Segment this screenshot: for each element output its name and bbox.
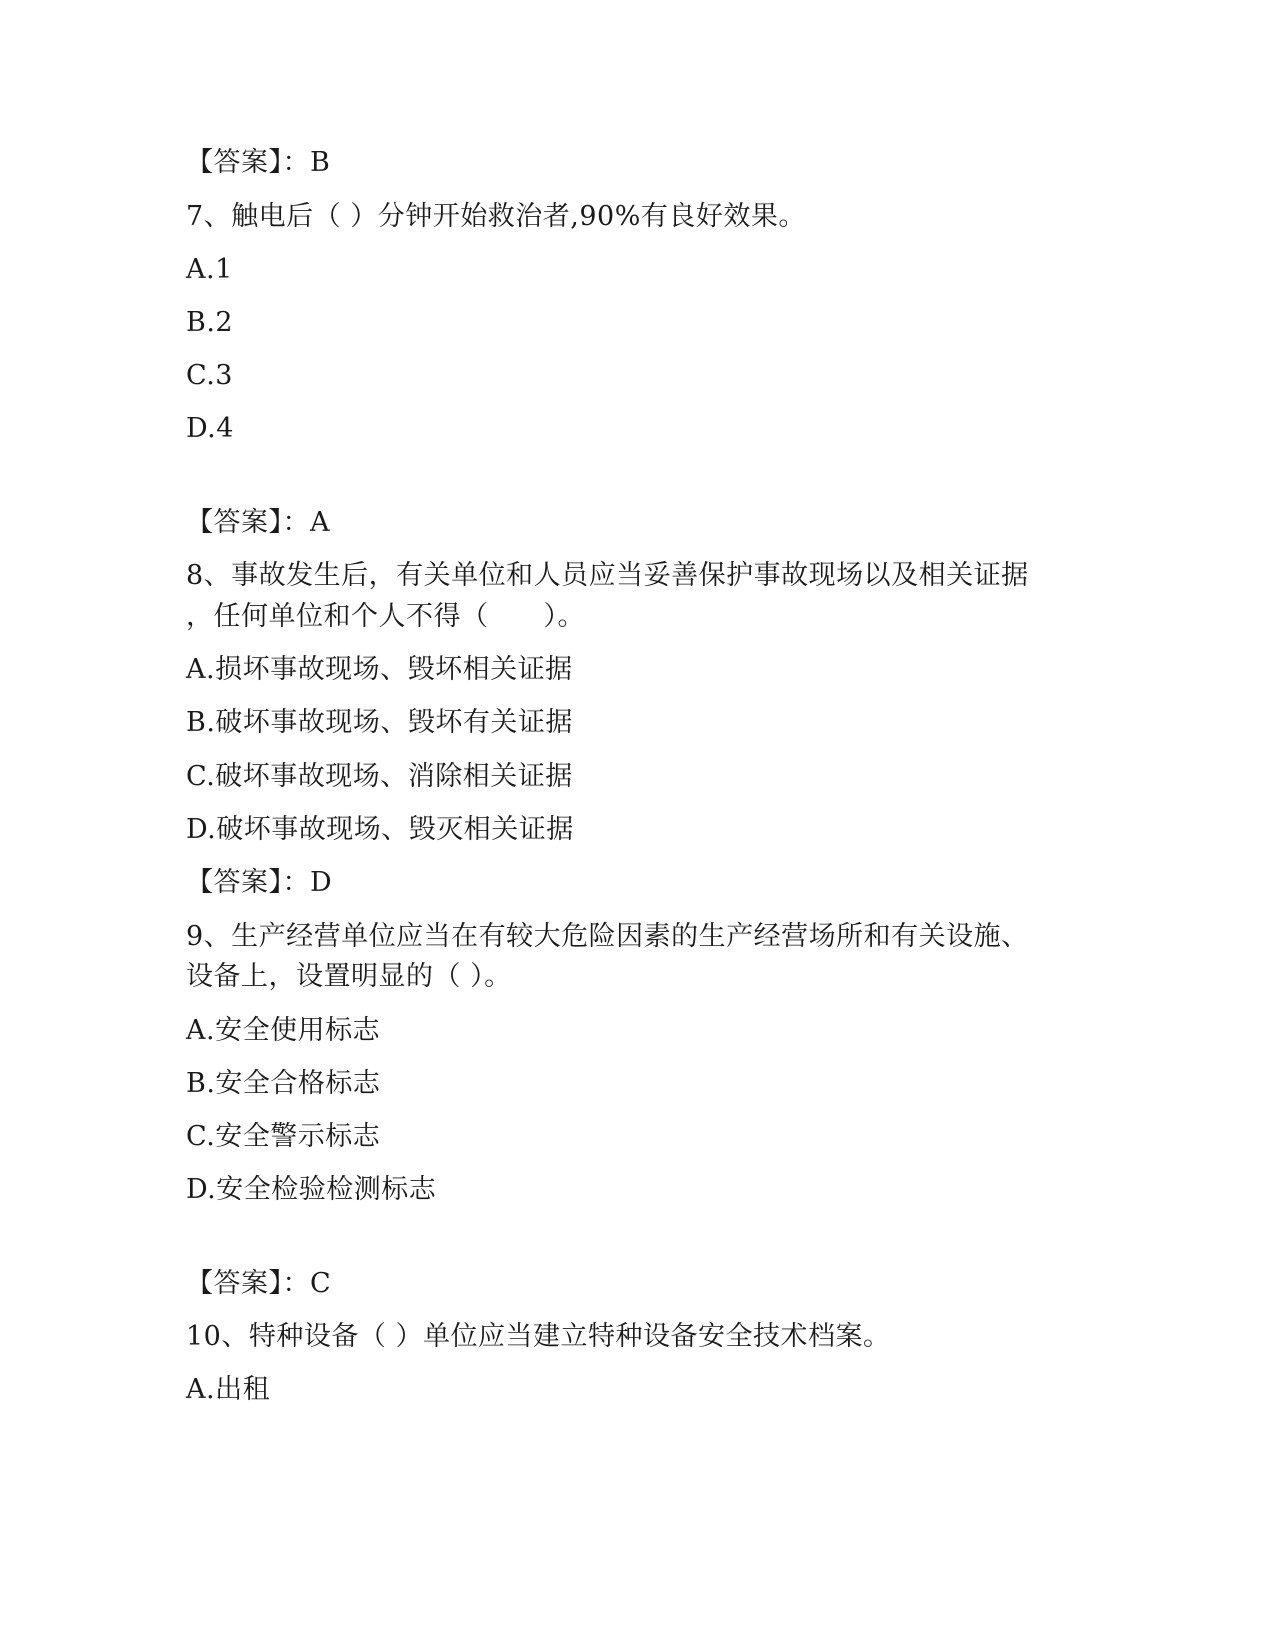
answer-6: 【答案】：B	[186, 147, 331, 178]
question-8-text-line-2: ，任何单位和个人不得（ ）。	[186, 601, 585, 632]
question-9-option-a: A.安全使用标志	[186, 1015, 381, 1046]
question-10-text: 10、特种设备（ ）单位应当建立特种设备安全技术档案。	[186, 1321, 891, 1352]
answer-8: 【答案】：D	[186, 867, 333, 898]
question-7-option-b: B.2	[186, 307, 234, 338]
answer-7: 【答案】：A	[186, 507, 330, 538]
question-7-option-d: D.4	[186, 413, 234, 444]
question-7-text: 7、触电后（ ）分钟开始救治者,90%有良好效果。	[186, 201, 806, 232]
question-8-option-b: B.破坏事故现场、毁坏有关证据	[186, 707, 573, 738]
question-8-text-line-1: 8、事故发生后，有关单位和人员应当妥善保护事故现场以及相关证据	[186, 560, 1029, 591]
answer-9: 【答案】：C	[186, 1268, 332, 1299]
question-8-option-a: A.损坏事故现场、毁坏相关证据	[186, 654, 573, 685]
question-9-option-c: C.安全警示标志	[186, 1121, 381, 1152]
question-9-text-line-2: 设备上，设置明显的（ ）。	[186, 961, 512, 992]
question-7-option-a: A.1	[186, 254, 233, 285]
question-9-text-line-1: 9、生产经营单位应当在有较大危险因素的生产经营场所和有关设施、	[186, 921, 1029, 952]
question-9-option-d: D.安全检验检测标志	[186, 1174, 437, 1205]
question-8-option-d: D.破坏事故现场、毁灭相关证据	[186, 814, 574, 845]
question-7-option-c: C.3	[186, 360, 233, 391]
question-9-option-b: B.安全合格标志	[186, 1068, 381, 1099]
question-10-option-a: A.出租	[186, 1374, 271, 1405]
question-8-option-c: C.破坏事故现场、消除相关证据	[186, 761, 573, 792]
